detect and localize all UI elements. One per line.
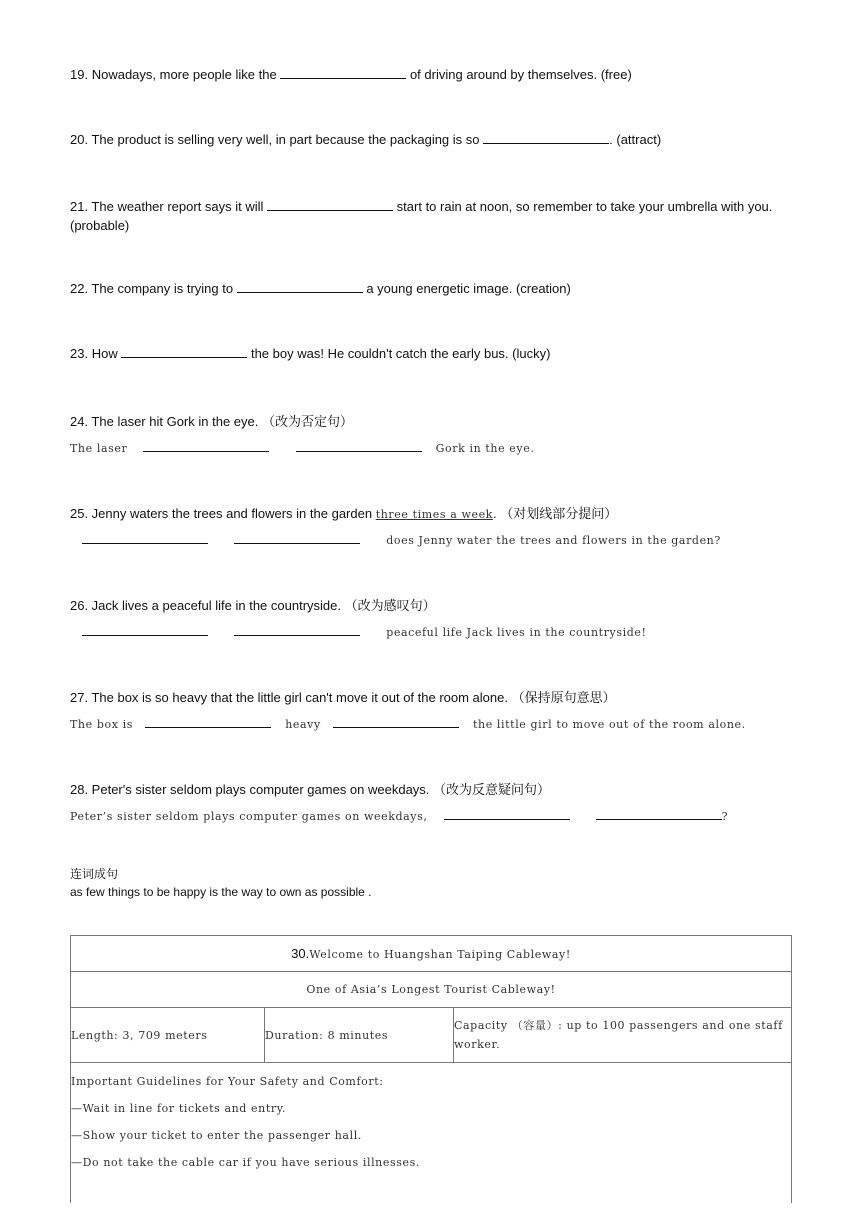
question-27-prompt: 27. The box is so heavy that the little girl can't move it out of the room alone. （保持原句意思） xyxy=(70,690,616,705)
guideline-item: —Show your ticket to enter the passenger hall. xyxy=(71,1129,362,1142)
question-24-prompt: 24. The laser hit Gork in the eye. （改为否定句） xyxy=(70,414,353,429)
section-title: 连词成句 xyxy=(70,867,119,881)
answer-blank[interactable] xyxy=(82,624,208,636)
question-text: a young energetic image. (creation) xyxy=(366,281,571,296)
underlined-phrase: three times a week xyxy=(375,508,493,521)
answer-blank[interactable] xyxy=(121,346,247,358)
question-21 xyxy=(70,197,790,235)
question-25-prompt xyxy=(70,503,617,522)
question-23 xyxy=(70,346,550,361)
question-text: How xyxy=(91,346,118,361)
question-text: The product is selling very well, in part because the packaging is so xyxy=(91,132,480,147)
answer-text: The box is xyxy=(70,718,133,731)
answer-blank[interactable] xyxy=(596,808,722,820)
question-24-answer xyxy=(70,440,534,455)
question-text: Nowadays, more people like the xyxy=(91,67,277,82)
question-28-prompt: 28. Peter's sister seldom plays computer games on weekdays. （改为反意疑问句） xyxy=(70,782,551,797)
question-text: 25. Jenny waters the trees and flowers in the garden xyxy=(70,506,373,521)
table-heading xyxy=(71,936,792,972)
question-text: . (attract) xyxy=(609,132,662,147)
heading-text: Welcome to Huangshan Taiping Cableway! xyxy=(309,948,571,961)
answer-text: the little girl to move out of the room alone. xyxy=(473,718,746,731)
question-number: 21. xyxy=(70,199,89,214)
question-20 xyxy=(70,132,661,147)
guidelines-cell xyxy=(71,1063,792,1204)
guideline-item: —Wait in line for tickets and entry. xyxy=(71,1102,287,1115)
question-27-answer xyxy=(70,716,746,731)
question-number: 30. xyxy=(291,946,310,961)
answer-blank[interactable] xyxy=(82,532,208,544)
duration-cell: Duration: 8 minutes xyxy=(265,1008,454,1063)
answer-blank[interactable] xyxy=(333,716,459,728)
answer-text: The laser xyxy=(70,442,128,455)
answer-text: Gork in the eye. xyxy=(435,442,535,455)
question-25-answer xyxy=(82,532,721,547)
question-19 xyxy=(70,67,632,82)
question-number: 22. xyxy=(70,281,89,296)
question-number: 20. xyxy=(70,132,89,147)
answer-blank[interactable] xyxy=(267,199,393,211)
answer-text: does Jenny water the trees and flowers in the garden? xyxy=(386,534,721,547)
answer-blank[interactable] xyxy=(234,624,360,636)
question-number: 19. xyxy=(70,67,89,82)
guidelines-title: Important Guidelines for Your Safety and Comfort: xyxy=(71,1075,384,1088)
question-number: 23. xyxy=(70,346,89,361)
answer-blank[interactable] xyxy=(145,716,271,728)
question-text: . （对划线部分提问） xyxy=(492,506,618,521)
table-subheading: One of Asia’s Longest Tourist Cableway! xyxy=(71,972,792,1008)
question-22 xyxy=(70,281,571,296)
answer-text: Peter’s sister seldom plays computer games on weekdays, xyxy=(70,810,428,823)
capacity-cell: Capacity （容量）: up to 100 passengers and one staff worker. xyxy=(454,1008,792,1063)
answer-text: ? xyxy=(721,810,729,823)
guideline-item: —Do not take the cable car if you have serious illnesses. xyxy=(71,1156,420,1169)
question-text: The weather report says it will xyxy=(91,199,264,214)
length-cell: Length: 3, 709 meters xyxy=(71,1008,265,1063)
answer-blank[interactable] xyxy=(296,440,422,452)
scrambled-sentence: as few things to be happy is the way to own as possible . xyxy=(70,885,372,899)
answer-blank[interactable] xyxy=(444,808,570,820)
answer-blank[interactable] xyxy=(280,67,406,79)
cableway-info-table xyxy=(70,935,792,1203)
answer-blank[interactable] xyxy=(143,440,269,452)
question-text: start to rain at noon, so remember to take your umbrella with you. (probable) xyxy=(70,199,773,233)
answer-text: peaceful life Jack lives in the countryside! xyxy=(386,626,647,639)
question-text: the boy was! He couldn't catch the early bus. (lucky) xyxy=(250,346,551,361)
question-text: of driving around by themselves. (free) xyxy=(409,67,632,82)
question-28-answer xyxy=(70,808,728,823)
answer-blank[interactable] xyxy=(483,132,609,144)
answer-text: heavy xyxy=(285,718,321,731)
answer-blank[interactable] xyxy=(234,532,360,544)
answer-blank[interactable] xyxy=(237,281,363,293)
question-text: The company is trying to xyxy=(91,281,234,296)
question-26-answer xyxy=(82,624,646,639)
question-26-prompt: 26. Jack lives a peaceful life in the countryside. （改为感叹句） xyxy=(70,598,436,613)
